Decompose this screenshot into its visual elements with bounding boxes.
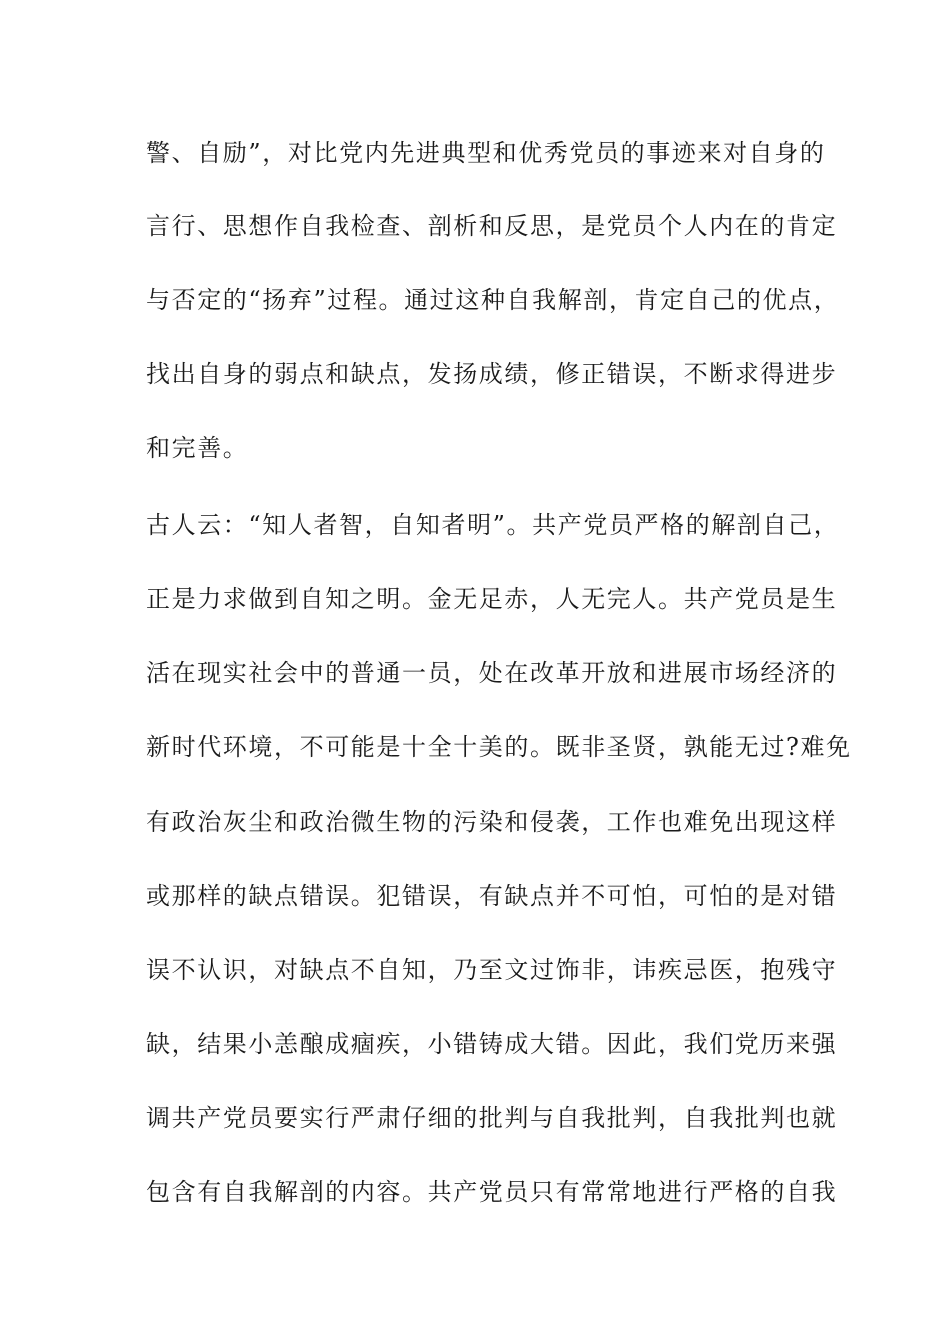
text-line: 警、自励”，对比党内先进典型和优秀党员的事迹来对自身的 — [146, 139, 826, 167]
text-line: 言行、思想作自我检查、剖析和反思，是党员个人内在的肯定 — [146, 212, 838, 240]
text-line: 有政治灰尘和政治微生物的污染和侵袭，工作也难免出现这样 — [146, 808, 838, 836]
text-line: 新时代环境，不可能是十全十美的。既非圣贤，孰能无过?难免 — [146, 733, 852, 761]
text-line: 调共产党员要实行严肃仔细的批判与自我批判，自我批判也就 — [146, 1104, 838, 1132]
text-line: 古人云：“知人者智，自知者明”。共产党员严格的解剖自己， — [146, 511, 840, 539]
text-line: 误不认识，对缺点不自知，乃至文过饰非，讳疾忌医，抱残守 — [146, 956, 838, 984]
text-line: 包含有自我解剖的内容。共产党员只有常常地进行严格的自我 — [146, 1178, 838, 1206]
text-line: 和完善。 — [146, 434, 249, 462]
text-line: 或那样的缺点错误。犯错误，有缺点并不可怕，可怕的是对错 — [146, 882, 838, 910]
text-line: 与否定的“扬弃”过程。通过这种自我解剖，肯定自己的优点， — [146, 286, 840, 314]
text-line: 缺，结果小恙酿成痼疾，小错铸成大错。因此，我们党历来强 — [146, 1030, 838, 1058]
text-line: 活在现实社会中的普通一员，处在改革开放和进展市场经济的 — [146, 659, 838, 687]
text-line: 找出自身的弱点和缺点，发扬成绩，修正错误，不断求得进步 — [146, 360, 838, 388]
text-line: 正是力求做到自知之明。金无足赤，人无完人。共产党员是生 — [146, 585, 838, 613]
